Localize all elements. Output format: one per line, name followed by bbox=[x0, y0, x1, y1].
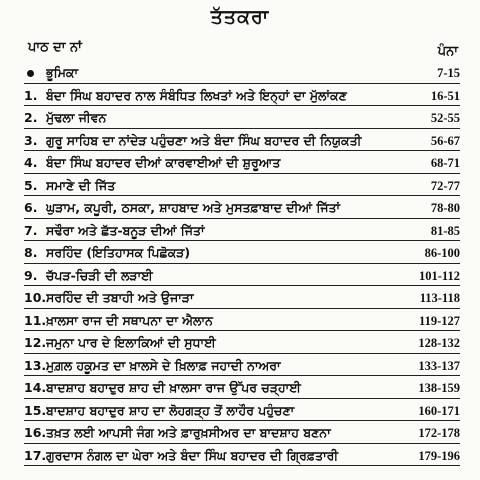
entry-pages: 78-80 bbox=[430, 201, 460, 215]
toc-entry bbox=[0, 287, 480, 310]
toc-entry bbox=[0, 62, 480, 85]
entry-title: ਬਾਦਸ਼ਾਹ ਬਹਾਦੁਰ ਸ਼ਾਹ ਦੀ ਖ਼ਾਲਸਾ ਰਾਜ ਉੱਪਰ ਚੜ੍ਹਾਈ bbox=[46, 380, 301, 395]
row-divider bbox=[24, 105, 460, 106]
entry-title: ਸਰਹਿੰਦ ਦੀ ਤਬਾਹੀ ਅਤੇ ਉਜਾੜਾ bbox=[46, 290, 194, 305]
entry-pages: 138-159 bbox=[418, 381, 460, 395]
row-divider bbox=[24, 465, 460, 466]
toc-entry bbox=[0, 265, 480, 288]
entry-number: 16. bbox=[24, 425, 47, 440]
entry-pages: 179-196 bbox=[418, 448, 460, 463]
chapter-name-header: ਪਾਠ ਦਾ ਨਾਂ bbox=[28, 40, 82, 55]
entry-pages: 101-112 bbox=[419, 268, 460, 283]
row-divider bbox=[24, 173, 460, 174]
page-title: ਤੱਤਕਰਾ bbox=[210, 6, 270, 28]
entry-title: ਗੁਰੂ ਸਾਹਿਬ ਦਾ ਨਾਂਦੇੜ ਪਹੁੰਚਣਾ ਅਤੇ ਬੰਦਾ ਸਿੰਘ ਬਹਾਦਰ ਦੀ ਨਿਯੁਕਤੀ bbox=[46, 132, 362, 148]
entry-title: ਬੰਦਾ ਸਿੰਘ ਬਹਾਦਰ ਦੀਆਂ ਕਾਰਵਾਈਆਂ ਦੀ ਸ਼ੁਰੂਆਤ bbox=[46, 155, 281, 170]
entry-title: ਮੁੱਢਲਾ ਜੀਵਨ bbox=[46, 110, 107, 125]
row-divider bbox=[24, 263, 460, 264]
entry-pages: 133-137 bbox=[418, 358, 460, 373]
toc-entry bbox=[0, 445, 480, 468]
entry-pages: 72-77 bbox=[430, 178, 460, 193]
entry-number: 3. bbox=[24, 132, 38, 148]
row-divider bbox=[24, 195, 460, 196]
entry-number: 9. bbox=[24, 267, 38, 283]
toc-entry bbox=[0, 310, 480, 333]
entry-title: ਭੂਮਿਕਾ bbox=[46, 65, 79, 80]
toc-entry bbox=[0, 130, 480, 153]
entry-number: 5. bbox=[24, 177, 38, 193]
table-of-contents bbox=[0, 62, 480, 467]
entry-number: 2. bbox=[24, 110, 38, 125]
entry-pages: 56-67 bbox=[430, 133, 460, 148]
row-divider bbox=[24, 375, 460, 376]
entry-title: ਬੰਦਾ ਸਿੰਘ ਬਹਾਦਰ ਨਾਲ ਸੰਬੰਧਿਤ ਲਿਖਤਾਂ ਅਤੇ ਇਨ੍ਹਾਂ ਦਾ ਮੁੱਲਾਂਕਣ bbox=[46, 87, 347, 103]
toc-entry bbox=[0, 377, 480, 400]
entry-pages: 81-85 bbox=[430, 223, 460, 238]
page-number-header: ਪੰਨਾ bbox=[437, 44, 458, 59]
row-divider bbox=[24, 398, 460, 399]
entry-pages: 119-127 bbox=[419, 313, 460, 328]
toc-entry bbox=[0, 400, 480, 423]
entry-title: ਗੁਰਦਾਸ ਨੰਗਲ ਦਾ ਘੇਰਾ ਅਤੇ ਬੰਦਾ ਸਿੰਘ ਬਹਾਦਰ ਦੀ ਗ੍ਰਿਫ਼ਤਾਰੀ bbox=[46, 447, 339, 463]
entry-pages: 16-51 bbox=[430, 88, 460, 103]
row-divider bbox=[24, 218, 460, 219]
entry-title: ਜਮੁਨਾ ਪਾਰ ਦੇ ਇਲਾਕਿਆਂ ਦੀ ਸੁਧਾਈ bbox=[46, 335, 216, 350]
row-divider bbox=[24, 353, 460, 354]
entry-number: 8. bbox=[24, 245, 38, 260]
toc-entry bbox=[0, 220, 480, 243]
toc-entry bbox=[0, 242, 480, 265]
column-header bbox=[0, 40, 480, 58]
row-divider bbox=[24, 330, 460, 331]
entry-pages: 68-71 bbox=[430, 156, 460, 170]
entry-number: 4. bbox=[24, 155, 38, 170]
entry-pages: 7-15 bbox=[437, 66, 460, 80]
entry-number: 14. bbox=[24, 380, 47, 395]
row-divider bbox=[24, 128, 460, 129]
entry-title: ਸਰਹਿੰਦ (ਇਤਿਹਾਸਕ ਪਿਛੋਕੜ) bbox=[46, 245, 191, 260]
entry-pages: 172-178 bbox=[418, 426, 460, 440]
entry-number: 13. bbox=[24, 357, 47, 373]
entry-title: ਸਢੌਰਾ ਅਤੇ ਛੱਤ-ਬਨੂੜ ਦੀਆਂ ਜਿੱਤਾਂ bbox=[46, 222, 205, 238]
entry-title: ਸਮਾਣੇ ਦੀ ਜਿੱਤ bbox=[46, 177, 116, 193]
entry-number: 10. bbox=[24, 290, 47, 305]
row-divider bbox=[24, 308, 460, 309]
toc-entry bbox=[0, 107, 480, 130]
entry-title: ਮੁਗ਼ਲ ਹਕੂਮਤ ਦਾ ਖ਼ਾਲਸੇ ਦੇ ਖ਼ਿਲਾਫ਼ ਜਹਾਦੀ ਨਾਅਰਾ bbox=[46, 357, 281, 373]
toc-entry bbox=[0, 422, 480, 445]
entry-title: ਬਾਦਸ਼ਾਹ ਬਹਾਦੁਰ ਸ਼ਾਹ ਦਾ ਲੋਹਗੜ੍ਹ ਤੋਂ ਲਾਹੌਰ ਪਹੁੰਚਣਾ bbox=[46, 402, 295, 418]
toc-entry bbox=[0, 152, 480, 175]
toc-entry bbox=[0, 175, 480, 198]
entry-number: 15. bbox=[24, 402, 47, 418]
row-divider bbox=[24, 285, 460, 286]
entry-title: ਚੱਪੜ-ਚਿੜੀ ਦੀ ਲੜਾਈ bbox=[46, 267, 153, 283]
row-divider bbox=[24, 240, 460, 241]
row-divider bbox=[24, 83, 460, 84]
entry-pages: 86-100 bbox=[424, 246, 460, 260]
entry-number: 6. bbox=[24, 200, 38, 215]
entry-title: ਖ਼ਾਲਸਾ ਰਾਜ ਦੀ ਸਥਾਪਨਾ ਦਾ ਐਲਾਨ bbox=[46, 312, 213, 328]
entry-number: 17. bbox=[24, 447, 47, 463]
row-divider bbox=[24, 150, 460, 151]
toc-entry bbox=[0, 85, 480, 108]
entry-number: 1. bbox=[24, 87, 38, 103]
row-divider bbox=[24, 443, 460, 444]
bullet-icon bbox=[27, 70, 34, 77]
entry-title: ਤਖ਼ਤ ਲਈ ਆਪਸੀ ਜੰਗ ਅਤੇ ਫ਼ਾਰੁਖ਼ਸੀਅਰ ਦਾ ਬਾਦਸ਼ਾਹ ਬਣਨਾ bbox=[46, 425, 331, 440]
entry-pages: 128-132 bbox=[418, 336, 460, 350]
toc-entry bbox=[0, 355, 480, 378]
entry-pages: 52-55 bbox=[430, 111, 460, 125]
toc-entry bbox=[0, 332, 480, 355]
row-divider bbox=[24, 420, 460, 421]
entry-pages: 113-118 bbox=[419, 291, 460, 305]
entry-number: 11. bbox=[24, 312, 47, 328]
entry-number: 12. bbox=[24, 335, 47, 350]
entry-title: ਘੁੜਾਮ, ਕਪੂਰੀ, ਠਸਕਾ, ਸ਼ਾਹਬਾਦ ਅਤੇ ਮੁਸਤਫ਼ਾਬਾਦ ਦੀਆਂ ਜਿੱਤਾਂ bbox=[46, 200, 341, 215]
entry-number: 7. bbox=[24, 222, 38, 238]
entry-pages: 160-171 bbox=[418, 403, 460, 418]
toc-entry bbox=[0, 197, 480, 220]
